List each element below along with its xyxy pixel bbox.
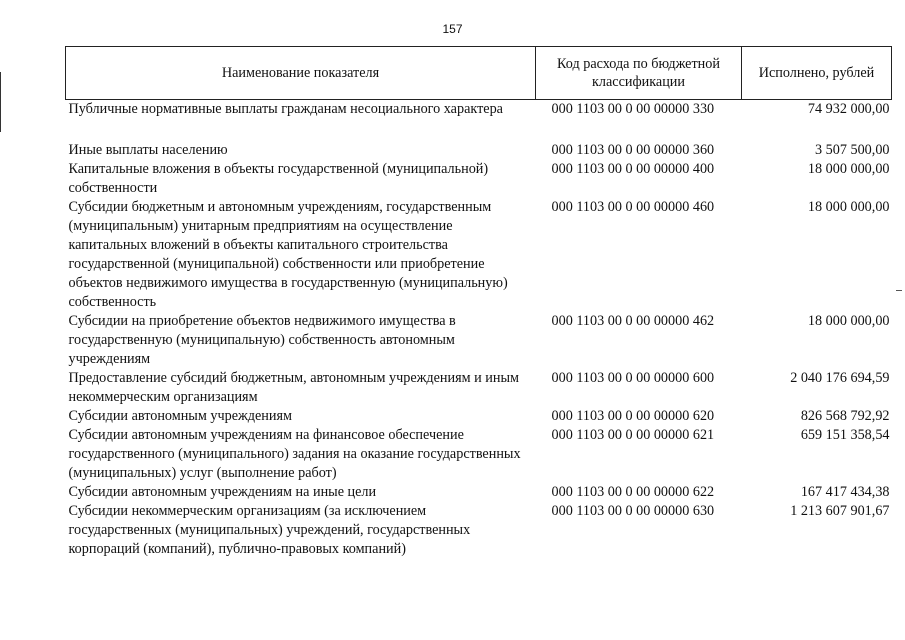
table-row bbox=[66, 369, 892, 407]
row-code: 000 1103 00 0 00 00000 462 bbox=[551, 313, 715, 329]
row-name: Публичные нормативные выплаты гражданам несоциального характера bbox=[68, 101, 503, 117]
row-name: Субсидии бюджетным и автономным учреждениям, государственным (муниципальным) унитарным предприятиям на осуществление капитальных вложений в объекты капитального строительства государственной (муниципальной) собственности или приобретение объектов недвижимого имущества в государственную (муниципальную) собственность bbox=[68, 199, 508, 310]
budget-execution-table bbox=[65, 46, 892, 559]
table-row bbox=[66, 312, 892, 369]
row-name: Субсидии автономным учреждениям bbox=[68, 408, 292, 424]
row-code: 000 1103 00 0 00 00000 360 bbox=[551, 142, 715, 158]
row-code: 000 1103 00 0 00 00000 330 bbox=[551, 101, 715, 117]
row-name: Субсидии автономным учреждениям на финансовое обеспечение государственного (муниципального) задания на оказание государственных (муниципальных) услуг (выполнение работ) bbox=[68, 427, 521, 481]
page-number: 157 bbox=[442, 22, 463, 36]
scan-margin-dash bbox=[896, 290, 902, 291]
table-row bbox=[66, 100, 892, 120]
scan-margin-mark bbox=[0, 72, 1, 132]
header-executed-amount: Исполнено, рублей bbox=[742, 47, 892, 100]
row-amount: 18 000 000,00 bbox=[807, 161, 890, 177]
table-header-row bbox=[66, 47, 892, 100]
row-name: Субсидии на приобретение объектов недвижимого имущества в государственную (муниципальную) собственность автономным учреждениям bbox=[68, 313, 456, 367]
row-code: 000 1103 00 0 00 00000 630 bbox=[551, 503, 715, 519]
row-code: 000 1103 00 0 00 00000 400 bbox=[551, 161, 715, 177]
row-code: 000 1103 00 0 00 00000 620 bbox=[551, 408, 715, 424]
table-row bbox=[66, 426, 892, 483]
header-indicator-name: Наименование показателя bbox=[66, 47, 536, 100]
row-amount: 18 000 000,00 bbox=[807, 313, 890, 329]
spacer-row bbox=[66, 119, 892, 141]
table-row bbox=[66, 483, 892, 502]
row-amount: 826 568 792,92 bbox=[800, 408, 890, 424]
row-amount: 18 000 000,00 bbox=[807, 199, 890, 215]
row-name: Субсидии автономным учреждениям на иные цели bbox=[68, 484, 377, 500]
row-name: Иные выплаты населению bbox=[68, 142, 228, 158]
row-name: Капитальные вложения в объекты государственной (муниципальной) собственности bbox=[68, 161, 489, 196]
row-amount: 3 507 500,00 bbox=[815, 142, 890, 158]
row-code: 000 1103 00 0 00 00000 460 bbox=[551, 199, 715, 215]
table-row bbox=[66, 160, 892, 198]
row-amount: 659 151 358,54 bbox=[800, 427, 890, 443]
row-amount: 74 932 000,00 bbox=[807, 101, 890, 117]
row-name: Субсидии некоммерческим организациям (за исключением государственных (муниципальных) учреждений, государственных корпораций (компаний), публично-правовых компаний) bbox=[68, 503, 471, 557]
row-code: 000 1103 00 0 00 00000 621 bbox=[551, 427, 715, 443]
header-budget-code: Код расхода по бюджетной классификации bbox=[536, 47, 742, 100]
table-row bbox=[66, 198, 892, 312]
table-row bbox=[66, 502, 892, 559]
table-row bbox=[66, 407, 892, 426]
table-row bbox=[66, 141, 892, 160]
row-code: 000 1103 00 0 00 00000 600 bbox=[551, 370, 715, 386]
row-amount: 1 213 607 901,67 bbox=[790, 503, 890, 519]
row-amount: 167 417 434,38 bbox=[800, 484, 890, 500]
row-name: Предоставление субсидий бюджетным, автономным учреждениям и иным некоммерческим организациям bbox=[68, 370, 519, 405]
row-code: 000 1103 00 0 00 00000 622 bbox=[551, 484, 715, 500]
row-amount: 2 040 176 694,59 bbox=[790, 370, 890, 386]
